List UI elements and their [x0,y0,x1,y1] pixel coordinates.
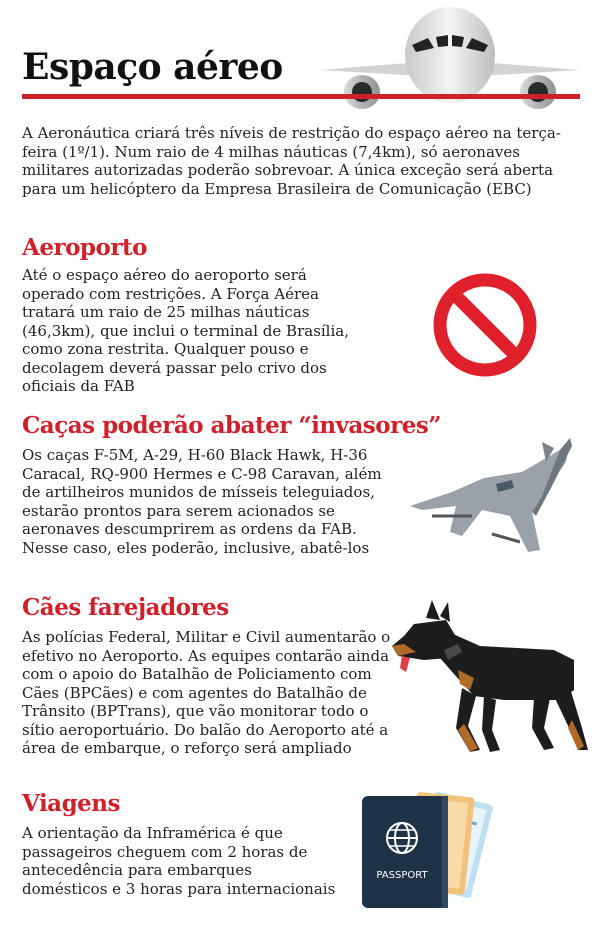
section-heading-aeroporto: Aeroporto [22,234,147,261]
section-body-viagens: A orientação da Inframérica é que passageiros cheguem com 2 horas de antecedência para embarques domésticos e 3 horas para internacionais [22,824,336,898]
section-body-aeroporto: Até o espaço aéreo do aeroporto será operado com restrições. A Força Aérea tratará um raio de 25 milhas náuticas (46,3km), que inclui o terminal de Brasília, como zona restrita. Qualquer pouso e decolagem deverá passar pelo crivo dos oficiais da FAB [22,266,349,395]
passport-label: PASSPORT [376,870,428,881]
page-title: Espaço aéreo [22,46,283,88]
section-heading-cacas: Caças poderão abater “invasores” [22,412,442,439]
prohibited-icon [432,272,538,378]
section-body-caes: As polícias Federal, Militar e Civil aumentarão o efetivo no Aeroporto. As equipes contarão ainda com o apoio do Batalhão de Policiamento com Cães (BPCães) e com agentes do Batalhão de Trânsito (BPTrans), que vão monitorar todo o sítio aeroportuário. Do balão do Aeroporto até a área de embarque, o reforço será ampliado [22,628,391,757]
dog-icon [384,600,590,760]
title-rule [22,94,580,99]
intro-paragraph: A Aeronáutica criará três níveis de restrição do espaço aéreo na terça-feira (1º/1). Num raio de 4 milhas náuticas (7,4km), só aeronaves militares autorizadas poderão sobrevoar. A única exceção será aberta para um helicóptero da Empresa Brasileira de Comunicação (EBC) [22,124,561,198]
fighter-jet-icon [392,432,592,562]
section-heading-caes: Cães farejadores [22,594,229,621]
section-body-cacas: Os caças F-5M, A-29, H-60 Black Hawk, H-36 Caracal, RQ-900 Hermes e C-98 Caravan, além de artilheiros munidos de mísseis teleguiados, estarão prontos para serem acionados se aeronaves descumprirem as ordens da FAB. Nesse caso, eles poderão, inclusive, abatê-los [22,446,382,557]
section-heading-viagens: Viagens [22,790,120,817]
passport-icon [356,782,516,912]
